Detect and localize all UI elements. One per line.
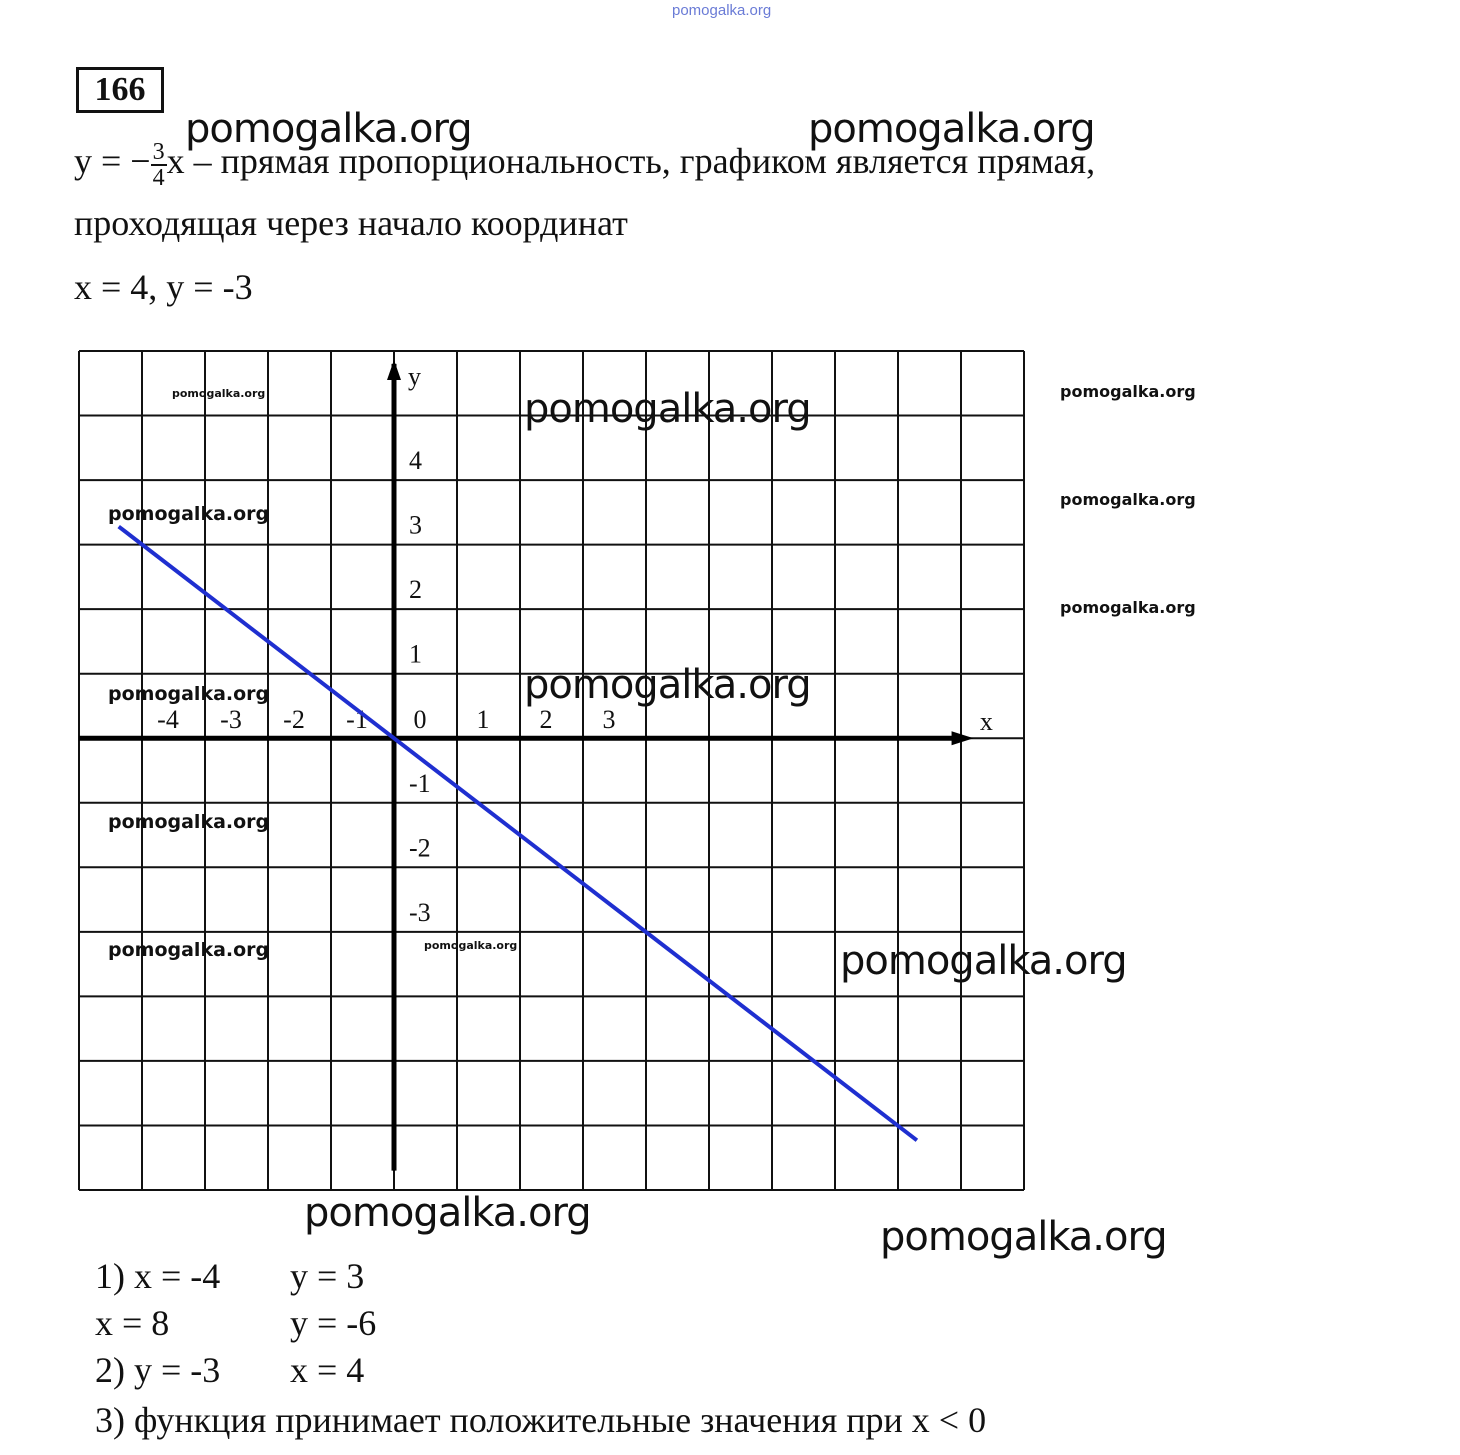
fraction-denominator: 4 bbox=[152, 164, 165, 191]
watermark-top: pomogalka.org bbox=[672, 2, 772, 19]
x-tick-label: 0 bbox=[413, 705, 427, 735]
equation-description: x – прямая пропорциональность, графиком является прямая, bbox=[166, 141, 1096, 181]
x-axis-label: x bbox=[979, 707, 993, 737]
watermark: pomogalka.org bbox=[108, 503, 270, 525]
x-tick-label: -4 bbox=[157, 705, 179, 735]
y-axis-arrow-icon bbox=[387, 360, 401, 380]
watermark: pomogalka.org bbox=[108, 939, 270, 961]
x-tick-label: 2 bbox=[539, 705, 553, 735]
y-tick-label: -1 bbox=[409, 768, 431, 798]
fraction-numerator: 3 bbox=[152, 138, 165, 165]
x-axis-arrow-icon bbox=[952, 731, 974, 745]
y-tick-label: -2 bbox=[409, 833, 431, 863]
x-tick-label: 1 bbox=[476, 705, 490, 735]
watermark: pomogalka.org bbox=[840, 938, 1127, 984]
x-tick-label: -2 bbox=[283, 705, 305, 735]
watermark: pomogalka.org bbox=[1060, 382, 1196, 401]
series-line bbox=[119, 527, 917, 1141]
watermark: pomogalka.org bbox=[880, 1214, 1167, 1260]
watermark: pomogalka.org bbox=[424, 939, 518, 952]
y-tick-label: 2 bbox=[409, 575, 422, 605]
x-tick-label: -3 bbox=[220, 705, 242, 735]
watermark: pomogalka.org bbox=[1060, 598, 1196, 617]
answer-1-left: 1) x = -4 bbox=[95, 1256, 221, 1296]
watermark: pomogalka.org bbox=[172, 387, 266, 400]
watermark: pomogalka.org bbox=[1060, 490, 1196, 509]
watermark: pomogalka.org bbox=[108, 811, 270, 833]
answer-3: 3) функция принимает положительные значения при x < 0 bbox=[95, 1400, 987, 1440]
y-tick-label: 1 bbox=[409, 639, 422, 669]
y-axis-label: y bbox=[408, 361, 421, 391]
point-line: x = 4, y = -3 bbox=[74, 267, 253, 307]
answer-1b-left: x = 8 bbox=[95, 1303, 170, 1343]
answer-1b-right: y = -6 bbox=[290, 1303, 377, 1343]
y-tick-label: 4 bbox=[409, 446, 422, 476]
description-line2: проходящая через начало координат bbox=[74, 203, 628, 243]
watermark: pomogalka.org bbox=[108, 683, 270, 705]
watermark: pomogalka.org bbox=[524, 386, 811, 432]
y-tick-label: -3 bbox=[409, 897, 431, 927]
watermark: pomogalka.org bbox=[524, 662, 811, 708]
watermark: pomogalka.org bbox=[304, 1190, 591, 1236]
answer-2-left: 2) y = -3 bbox=[95, 1350, 221, 1390]
watermark: pomogalka.org bbox=[185, 106, 472, 152]
y-tick-label: 3 bbox=[409, 510, 422, 540]
answer-2-right: x = 4 bbox=[290, 1350, 365, 1390]
watermark: pomogalka.org bbox=[808, 106, 1095, 152]
answer-1-right: y = 3 bbox=[290, 1256, 365, 1296]
x-tick-label: -1 bbox=[346, 705, 368, 735]
x-tick-label: 3 bbox=[602, 705, 616, 735]
equation-prefix: y = − bbox=[74, 141, 151, 181]
problem-number: 166 bbox=[76, 67, 164, 113]
